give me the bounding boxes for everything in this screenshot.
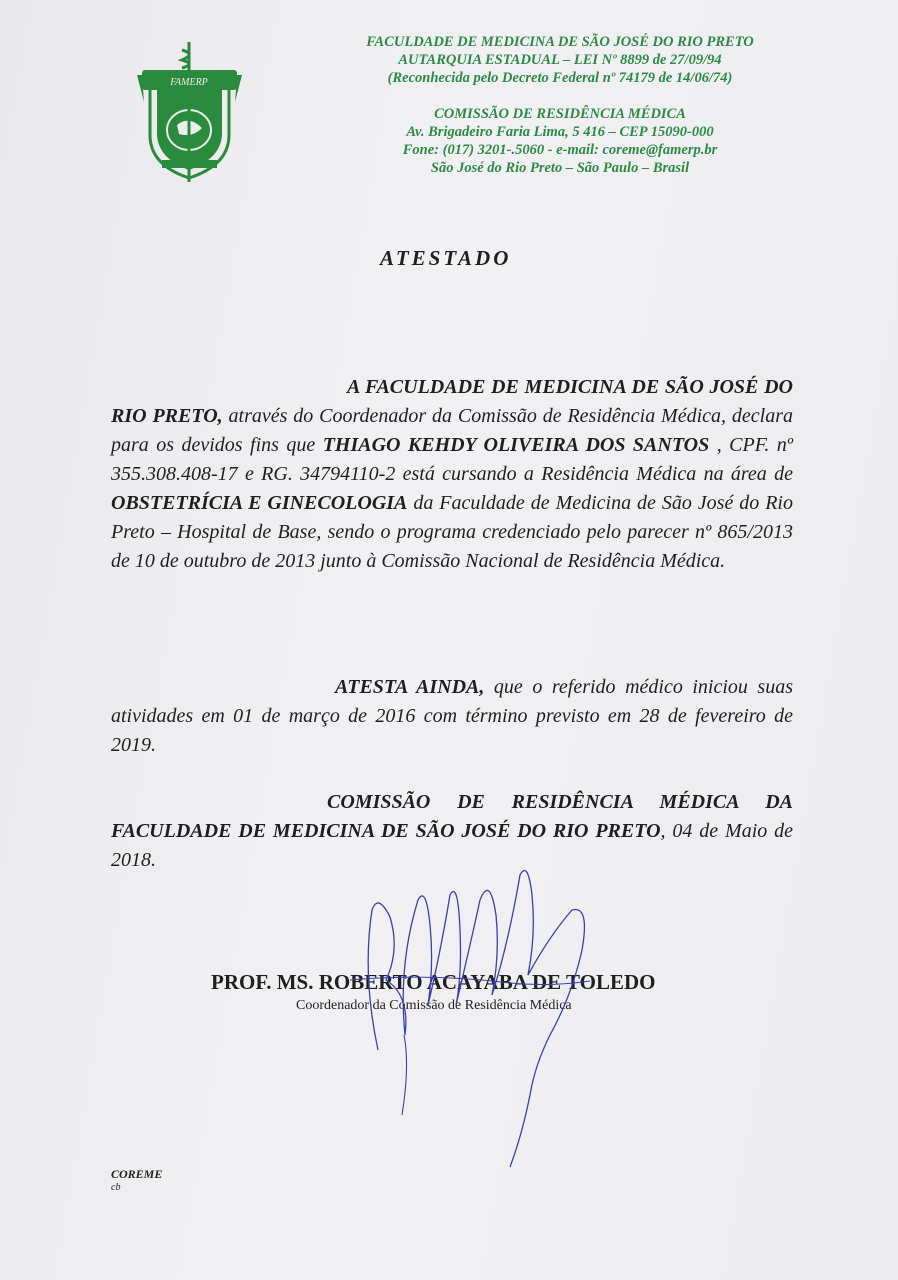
paragraph-date (111, 788, 793, 875)
p1-bold-1: A FACULDADE DE MEDICINA DE SÃO JOSÉ DO RIO PRETO, (111, 376, 793, 427)
commission-name: COMISSÃO DE RESIDÊNCIA MÉDICA (434, 106, 686, 122)
specialty: OBSTETRÍCIA E GINECOLOGIA (111, 492, 408, 514)
footer-dept: COREME (111, 1167, 163, 1181)
p1-text-3: da Faculdade de Medicina de São José do Rio Preto – Hospital de Base, sendo o programa credenciado pelo parecer nº 865/2013 de 10 de outubro de 2013 junto à Comissão Nacional de Residência Médica. (111, 492, 793, 572)
famerp-seal-icon (132, 40, 247, 185)
footer-reference (111, 1167, 162, 1195)
document-title: ATESTADO (380, 246, 512, 270)
contact: Fone: (017) 3201-.5060 - e-mail: coreme@famerp.br (402, 142, 718, 158)
footer-initials: cb (111, 1182, 121, 1193)
p1-text-2: , CPF. nº 355.308.408-17 e RG. 34794110-2 está cursando a Residência Médica na área de (111, 434, 793, 485)
institution-name: FACULDADE DE MEDICINA DE SÃO JOSÉ DO RIO PRETO (366, 34, 754, 50)
signatory-role: Coordenador da Comissão de Residência Médica (296, 998, 572, 1013)
letterhead (300, 33, 820, 177)
decree: (Reconhecida pelo Decreto Federal nº 74179 de 14/06/74) (387, 70, 733, 86)
signatory-name: PROF. MS. ROBERTO ACAYABA DE TOLEDO (211, 970, 656, 994)
logo-text: FAMERP (170, 77, 208, 88)
p2-text-1: que o referido médico iniciou suas atividades em 01 de março de 2016 com término previsto em 28 de fevereiro de 2019. (111, 676, 794, 756)
address: Av. Brigadeiro Faria Lima, 5 416 – CEP 15090-000 (406, 124, 714, 140)
p1-text-1: através do Coordenador da Comissão de Residência Médica, declara para os devidos fins que (111, 405, 793, 456)
resident-name: THIAGO KEHDY OLIVEIRA DOS SANTOS (322, 434, 710, 456)
city: São José do Rio Preto – São Paulo – Brasil (430, 160, 690, 176)
handwritten-signature (350, 855, 610, 1175)
paragraph-attests (111, 673, 793, 760)
p2-bold-1: ATESTA AINDA, (335, 676, 485, 698)
p3-bold-1: COMISSÃO DE RESIDÊNCIA MÉDICA DA FACULDADE DE MEDICINA DE SÃO JOSÉ DO RIO PRETO (111, 791, 793, 842)
p3-text-1: , 04 de Maio de 2018. (111, 820, 793, 871)
legal-status: AUTARQUIA ESTADUAL – LEI Nº 8899 de 27/09/94 (398, 52, 722, 68)
paragraph-declaration (111, 373, 793, 576)
